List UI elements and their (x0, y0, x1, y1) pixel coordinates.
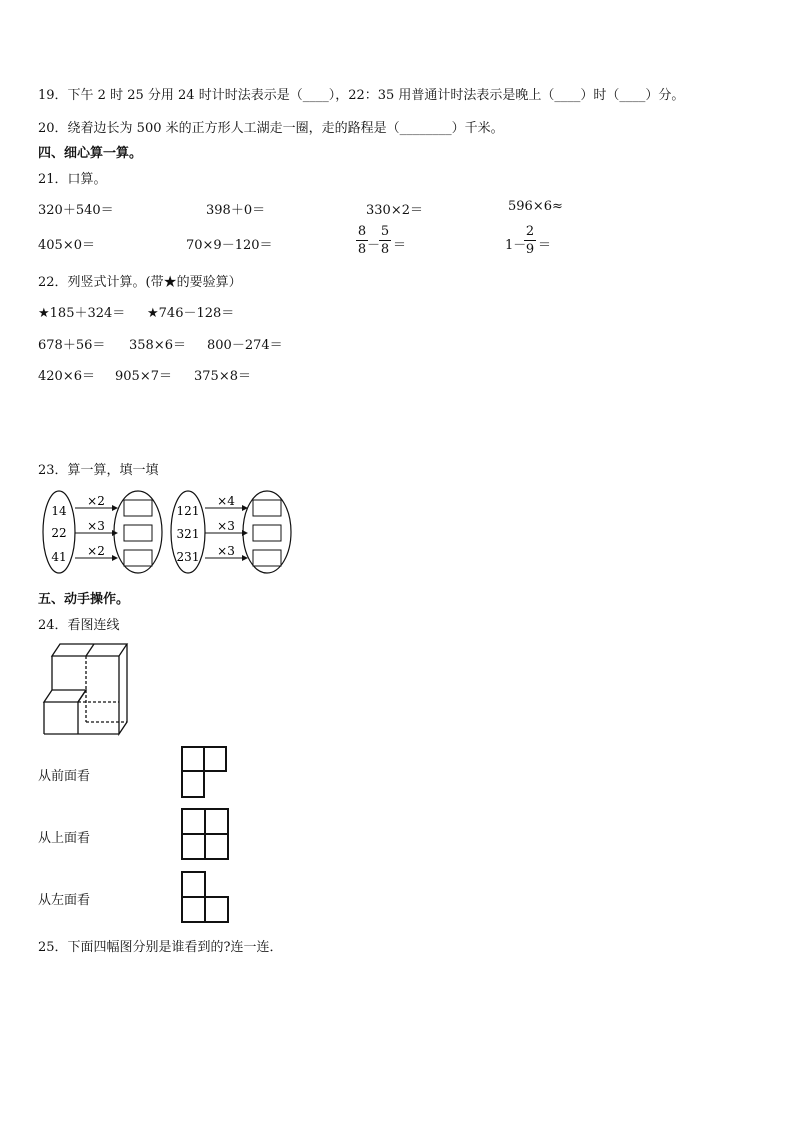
input-number: 41 (51, 550, 67, 564)
view-label-front: 从前面看 (38, 769, 91, 784)
view-shape-2[interactable] (180, 807, 232, 863)
view-shape-3[interactable] (180, 870, 232, 926)
fraction-numerator: 2 (525, 224, 535, 239)
question-24: 24．看图连线 (38, 618, 120, 633)
cube-stack-figure (38, 640, 134, 736)
calc-21e: 405×0＝ (38, 238, 95, 253)
calc-21a: 320＋540＝ (38, 203, 114, 218)
question-23: 23．算一算，填一填 (38, 463, 159, 478)
operation-label: ×4 (217, 494, 235, 508)
view-label-left: 从左面看 (38, 893, 91, 908)
question-19: 19．下午 2 时 25 分用 24 时计时法表示是（____），22：35 用普通计时法表示是晚上（____）时（____）分。 (38, 88, 685, 103)
section-4-heading: 四、细心算一算。 (38, 146, 143, 161)
question-21: 21．口算。 (38, 172, 107, 187)
question-20: 20．绕着边长为 500 米的正方形人工湖走一圈，走的路程是（________）千米。 (38, 121, 504, 136)
question-22: 22．列竖式计算。(带★的要验算） (38, 275, 242, 290)
calc-22b: ★746－128＝ (147, 306, 235, 321)
calc-22e: 800－274＝ (207, 338, 283, 353)
view-shape-1[interactable] (180, 745, 230, 801)
output-oval (243, 491, 291, 573)
section-5-heading: 五、动手操作。 (38, 592, 130, 607)
calc-21f: 70×9－120＝ (186, 238, 273, 253)
answer-box[interactable] (124, 550, 152, 566)
output-oval (114, 491, 162, 573)
calc-22h: 375×8＝ (194, 369, 251, 384)
calc-22d: 358×6＝ (129, 338, 186, 353)
operation-label: ×3 (217, 519, 235, 533)
input-number: 231 (176, 550, 200, 564)
fraction-denominator: 8 (380, 242, 390, 257)
fraction-2-9 (524, 225, 536, 256)
calc-22c: 678＋56＝ (38, 338, 106, 353)
input-number: 22 (51, 526, 67, 540)
operation-label: ×3 (87, 519, 105, 533)
calc-22a: ★185＋324＝ (38, 306, 126, 321)
one-minus: 1－ (505, 238, 527, 253)
calc-21c: 330×2＝ (366, 203, 423, 218)
calc-22g: 905×7＝ (115, 369, 172, 384)
mapping-diagram (40, 488, 300, 580)
answer-box[interactable] (124, 500, 152, 516)
input-number: 14 (51, 504, 67, 518)
operation-label: ×2 (87, 544, 105, 558)
answer-box[interactable] (253, 550, 281, 566)
fraction-denominator: 9 (525, 242, 535, 257)
input-number: 321 (176, 527, 200, 541)
equals-sign: ＝ (393, 238, 407, 253)
input-number: 121 (176, 504, 200, 518)
calc-21b: 398＋0＝ (206, 203, 266, 218)
answer-box[interactable] (253, 500, 281, 516)
calc-22f: 420×6＝ (38, 369, 95, 384)
minus-sign: － (367, 238, 381, 253)
answer-box[interactable] (253, 525, 281, 541)
fraction-numerator: 5 (380, 224, 390, 239)
equals-sign: ＝ (538, 238, 552, 253)
operation-label: ×2 (87, 494, 105, 508)
calc-21d: 596×6≈ (508, 199, 563, 214)
question-25: 25．下面四幅图分别是谁看到的?连一连． (38, 940, 283, 955)
operation-label: ×3 (217, 544, 235, 558)
fraction-denominator: 8 (357, 242, 367, 257)
fraction-numerator: 8 (357, 224, 367, 239)
fraction-5-8 (379, 225, 391, 256)
answer-box[interactable] (124, 525, 152, 541)
view-label-top: 从上面看 (38, 831, 91, 846)
